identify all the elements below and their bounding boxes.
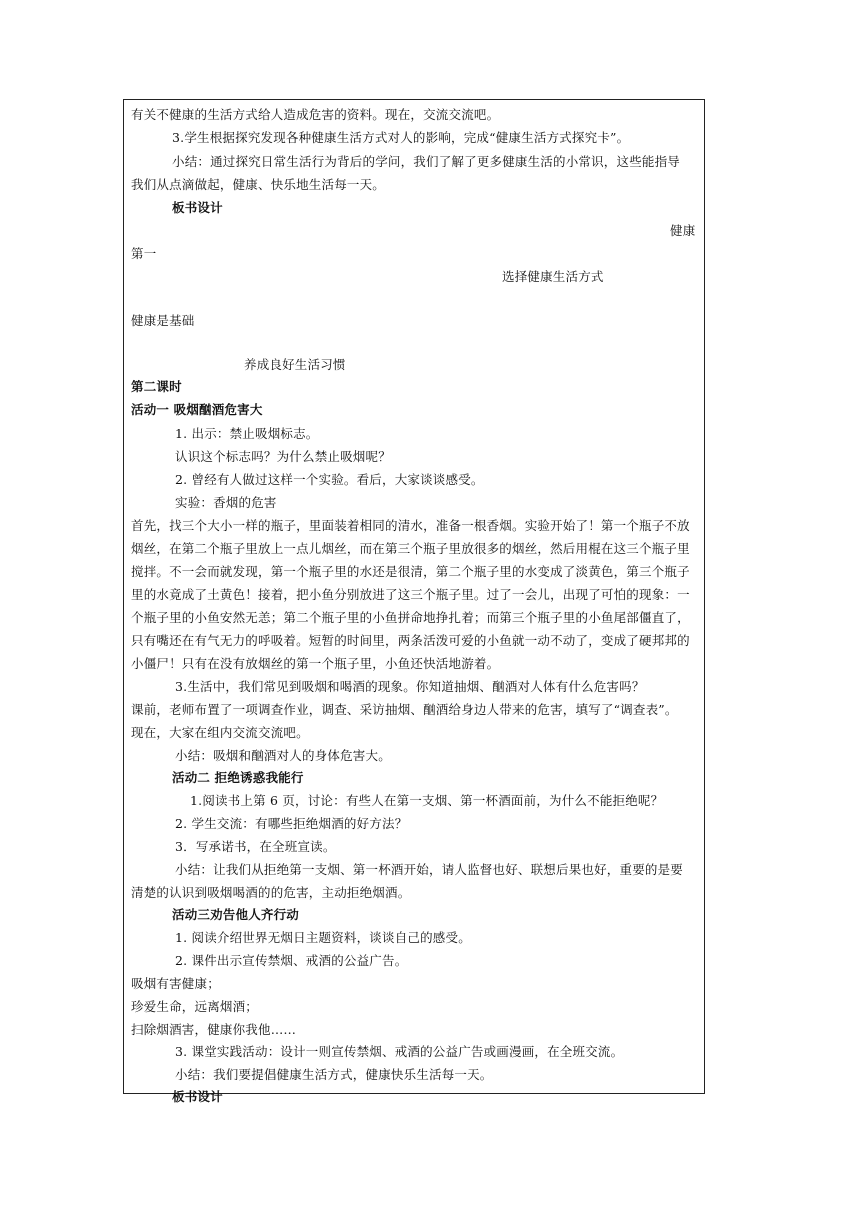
board-text: 第一 — [131, 246, 157, 261]
summary-text: 小结：我们要提倡健康生活方式，健康快乐生活每一天。 — [175, 1067, 493, 1082]
summary-text: 小结：通过探究日常生活行为背后的学问，我们了解了更多健康生活的小常识，这些能指导 — [172, 154, 681, 169]
experiment-text: 小僵尸！只有在没有放烟丝的第一个瓶子里，小鱼还快活地游着。 — [131, 656, 500, 671]
summary-text: 清楚的认识到吸烟喝酒的的危害，主动拒绝烟酒。 — [131, 885, 411, 900]
text-line: 2. 课件出示宣传禁烟、戒酒的公益广告。 — [175, 953, 408, 968]
summary-text: 小结：让我们从拒绝第一支烟、第一杯酒开始，请人监督也好、联想后果也好，重要的是要 — [175, 862, 684, 877]
section-heading: 板书设计 — [172, 1089, 223, 1104]
text-line: 3．写承诺书，在全班宣读。 — [175, 839, 336, 854]
experiment-text: 搅拌。不一会而就发现，第一个瓶子里的水还是很清，第二个瓶子里的水变成了淡黄色，第三个瓶子 — [131, 564, 690, 579]
summary-text: 小结：吸烟和酗酒对人的身体危害大。 — [175, 748, 391, 763]
board-text: 养成良好生活习惯 — [244, 357, 346, 372]
section-heading: 板书设计 — [172, 200, 223, 215]
board-text: 选择健康生活方式 — [502, 269, 604, 284]
experiment-text: 只有嘴还在有气无力的呼吸着。短暂的时间里，两条活泼可爱的小鱼就一动不动了，变成了硬邦邦的 — [131, 633, 690, 648]
text-line: 课前，老师布置了一项调查作业，调查、采访抽烟、酗酒给身边人带来的危害，填写了“调查表”。 — [131, 702, 678, 717]
experiment-text: 里的水竟成了土黄色！接着，把小鱼分别放进了这三个瓶子里。过了一会儿，出现了可怕的现象：一 — [131, 587, 690, 602]
text-line: 3.生活中，我们常见到吸烟和喝酒的现象。你知道抽烟、酗酒对人体有什么危害吗？ — [175, 679, 645, 694]
slogan-text: 珍爱生命，远离烟酒； — [131, 999, 259, 1014]
lesson-title: 第二课时 — [131, 379, 182, 394]
activity-heading: 活动一 吸烟酗酒危害大 — [131, 402, 263, 417]
slogan-text: 吸烟有害健康； — [131, 976, 220, 991]
text-line: 1.阅读书上第 6 页，讨论：有些人在第一支烟、第一杯酒面前，为什么不能拒绝呢？ — [190, 793, 664, 808]
experiment-text: 首先，找三个大小一样的瓶子，里面装着相同的清水，准备一根香烟。实验开始了！第一个瓶子不放 — [131, 518, 690, 533]
experiment-title: 实验：香烟的危害 — [175, 495, 277, 510]
text-line: 1. 出示：禁止吸烟标志。 — [175, 426, 319, 441]
text-line: 2. 曾经有人做过这样一个实验。看后，大家谈谈感受。 — [175, 472, 484, 487]
text-line: 认识这个标志吗？为什么禁止吸烟呢？ — [175, 449, 391, 464]
activity-heading: 活动三劝告他人齐行动 — [172, 907, 300, 922]
text-line: 2. 学生交流：有哪些拒绝烟酒的好方法？ — [175, 816, 408, 831]
text-line: 1. 阅读介绍世界无烟日主题资料，谈谈自己的感受。 — [175, 930, 471, 945]
experiment-text: 个瓶子里的小鱼安然无恙；第二个瓶子里的小鱼拼命地挣扎着；而第三个瓶子里的小鱼尾部僵直了， — [131, 610, 690, 625]
activity-heading: 活动二 拒绝诱惑我能行 — [172, 770, 304, 785]
text-line: 现在，大家在组内交流交流吧。 — [131, 725, 309, 740]
text-line: 3. 课堂实践活动：设计一则宣传禁烟、戒酒的公益广告或画漫画，在全班交流。 — [175, 1044, 624, 1059]
board-text: 健康 — [670, 223, 696, 238]
summary-text: 我们从点滴做起，健康、快乐地生活每一天。 — [131, 177, 386, 192]
slogan-text: 扫除烟酒害，健康你我他…… — [131, 1022, 297, 1037]
text-line: 3.学生根据探究发现各种健康生活方式对人的影响，完成“健康生活方式探究卡”。 — [172, 130, 630, 145]
text-line: 有关不健康的生活方式给人造成危害的资料。现在，交流交流吧。 — [131, 107, 500, 122]
board-text: 健康是基础 — [131, 313, 195, 328]
experiment-text: 烟丝，在第二个瓶子里放上一点儿烟丝，而在第三个瓶子里放很多的烟丝，然后用棍在这三个瓶子里 — [131, 541, 690, 556]
